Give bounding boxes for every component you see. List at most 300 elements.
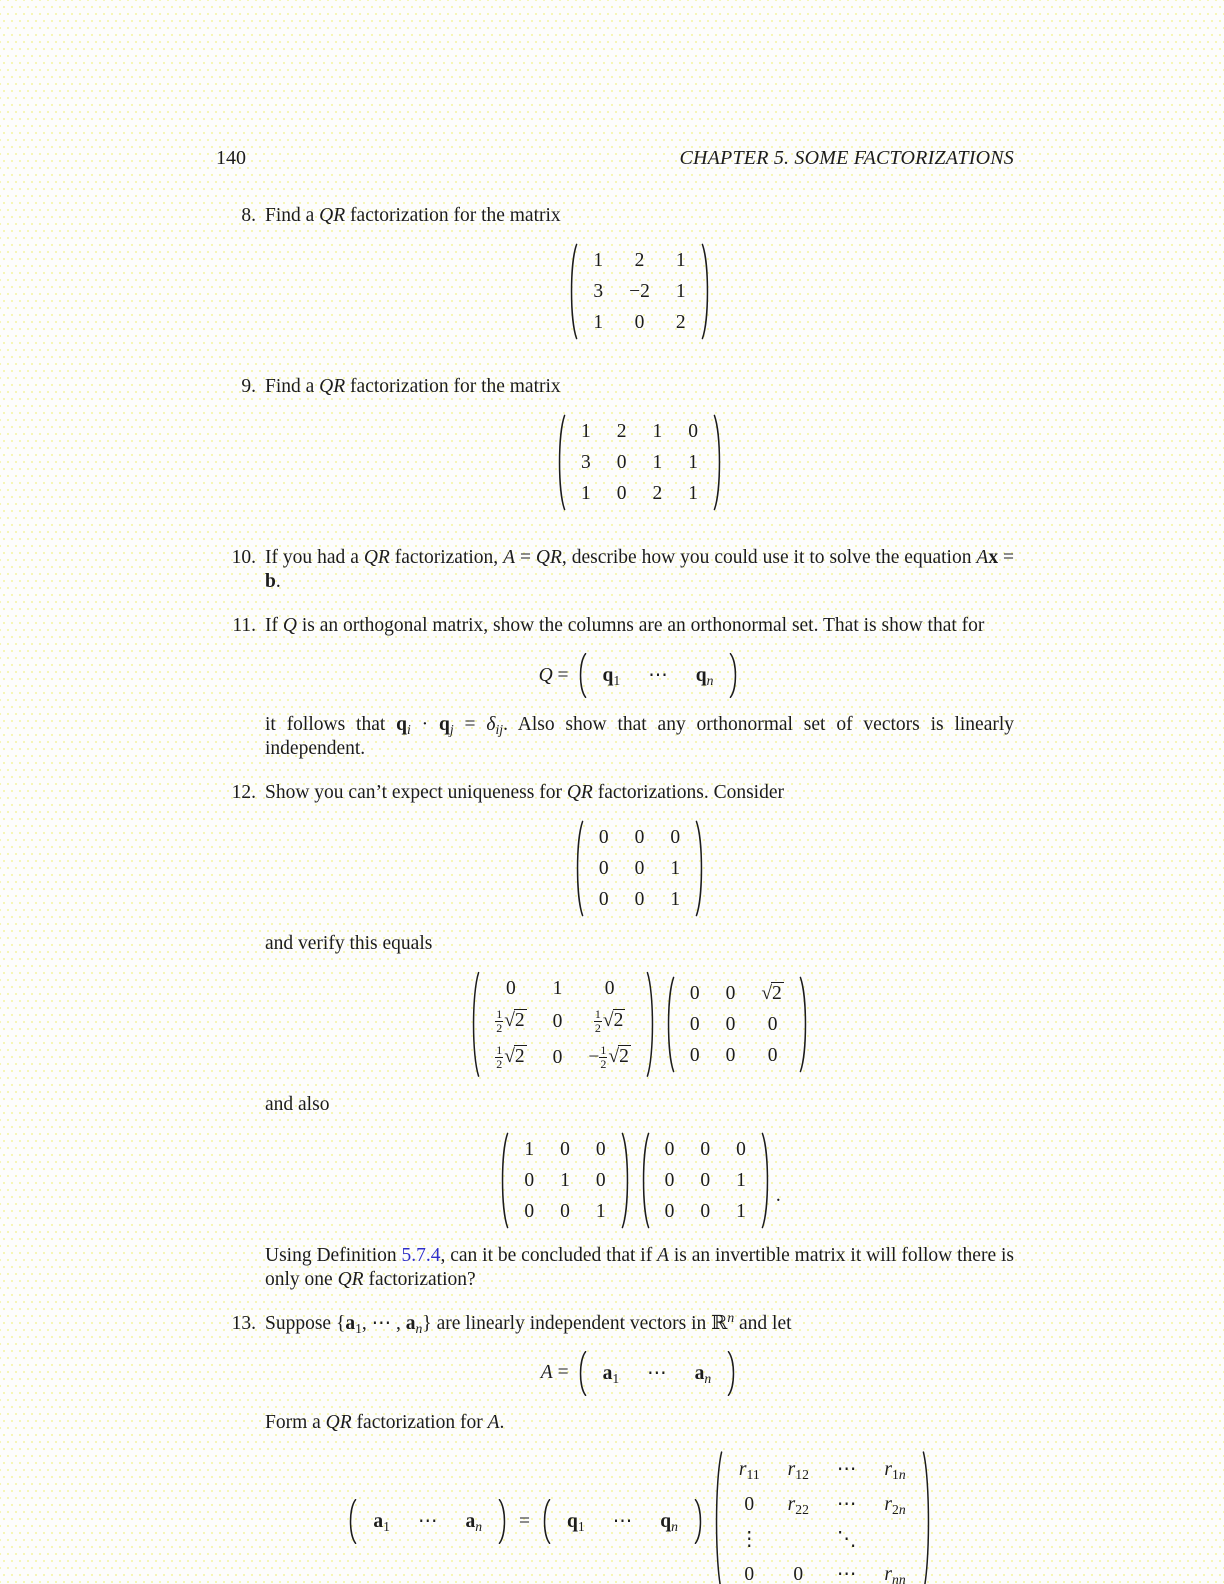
matrix-row bbox=[652, 1134, 759, 1165]
matrix-cell: 2 bbox=[634, 250, 645, 271]
text-seg: is an orthogonal matrix, show the columns are an orthonormal set. That is show that for bbox=[296, 615, 985, 636]
matrix-cell: 1 bbox=[670, 858, 681, 879]
matrix-body bbox=[589, 655, 728, 696]
problem-9-matrix bbox=[555, 416, 724, 509]
math-symbol: q bbox=[660, 1511, 672, 1533]
matrix-row bbox=[482, 973, 644, 1004]
problem-12-qr-product-1 bbox=[265, 973, 1014, 1076]
problem-11-equation bbox=[265, 655, 1014, 696]
page-number: 140 bbox=[216, 147, 246, 169]
a-column-vector bbox=[576, 1353, 739, 1394]
text-seg: = bbox=[552, 664, 569, 686]
matrix-cell bbox=[589, 1353, 634, 1394]
matrix-cell: ⋯ bbox=[836, 1563, 857, 1584]
matrix-cell: 0 bbox=[664, 1200, 675, 1222]
matrix-cell: 1 bbox=[593, 250, 604, 271]
text-seg: Find a bbox=[265, 376, 320, 397]
matrix-cell: 1 bbox=[688, 452, 698, 473]
right-paren bbox=[694, 1499, 705, 1544]
math-symbol: a bbox=[465, 1511, 476, 1533]
matrix-cell: 0 bbox=[560, 1138, 570, 1160]
matrix-row bbox=[586, 822, 693, 853]
matrix-cell: 0 bbox=[744, 1563, 755, 1584]
matrix-cell: 0 bbox=[700, 1138, 711, 1160]
subscript: n bbox=[475, 1519, 483, 1535]
problem-10-text bbox=[265, 546, 1014, 594]
matrix-cell: 0 bbox=[506, 978, 516, 999]
text-seg: QR bbox=[337, 1268, 364, 1290]
right-paren bbox=[695, 820, 706, 917]
problem-13-number: 13. bbox=[231, 1312, 256, 1334]
page-header bbox=[216, 146, 1014, 170]
matrix-cell: ⋯ bbox=[836, 1458, 857, 1480]
text-seg: If bbox=[265, 615, 283, 636]
left-paren bbox=[346, 1499, 357, 1544]
problem-12-text-intro bbox=[265, 781, 1014, 805]
matrix-cell: ⋯ bbox=[647, 1362, 667, 1384]
a-column-vector-lhs bbox=[346, 1501, 509, 1542]
text-seg: 1 bbox=[355, 1320, 362, 1336]
matrix-row bbox=[677, 978, 797, 1009]
math-symbol: r bbox=[884, 1563, 892, 1584]
subscript: nn bbox=[891, 1571, 906, 1584]
matrix-body bbox=[652, 1134, 759, 1227]
fraction bbox=[594, 1008, 602, 1036]
matrix-cell: 0 bbox=[616, 483, 627, 504]
right-paren bbox=[646, 971, 657, 1078]
equation-period: . bbox=[775, 1185, 781, 1207]
text-seg: b bbox=[265, 571, 276, 592]
fraction bbox=[495, 1044, 503, 1072]
matrix-cell: 1 bbox=[593, 312, 604, 333]
text-seg: ℝ bbox=[711, 1312, 728, 1334]
text-seg: factorization for bbox=[351, 1411, 488, 1433]
matrix-cell bbox=[681, 1353, 726, 1394]
problem-13-a-definition bbox=[265, 1353, 1014, 1394]
right-paren bbox=[701, 243, 712, 340]
text-seg: q bbox=[396, 714, 408, 735]
subscript: 22 bbox=[795, 1501, 809, 1517]
q-column-vector bbox=[576, 655, 741, 696]
sqrt-expression: √2 bbox=[504, 1046, 525, 1068]
q-column-vector-rhs bbox=[540, 1501, 705, 1542]
definition-ref-link[interactable]: 5.7.4 bbox=[401, 1244, 441, 1266]
matrix-cell: 0 bbox=[595, 1169, 606, 1191]
problem-9-number: 9. bbox=[241, 376, 256, 397]
text-seg: factorization for the matrix bbox=[345, 376, 561, 397]
problem-8-matrix bbox=[567, 245, 711, 338]
matrix-cell: 0 bbox=[670, 827, 681, 848]
problem-11-number: 11. bbox=[232, 615, 256, 636]
subscript: 11 bbox=[746, 1466, 760, 1482]
matrix-cell bbox=[482, 1004, 539, 1040]
matrix-cell: ⋯ bbox=[648, 665, 668, 686]
matrix-cell: 0 bbox=[598, 858, 609, 879]
matrix-cell: −2 bbox=[629, 281, 650, 302]
a-equals-label bbox=[541, 1361, 569, 1385]
problem-12-text-question bbox=[265, 1244, 1014, 1292]
text-seg: QR bbox=[535, 547, 562, 568]
math-symbol: q bbox=[567, 1511, 578, 1533]
fraction bbox=[599, 1044, 607, 1072]
matrix-row bbox=[568, 447, 711, 478]
matrix-cell: 2 bbox=[652, 483, 663, 504]
subscript: 1 bbox=[612, 1370, 620, 1386]
matrix-row bbox=[586, 853, 693, 884]
text-seg: Q bbox=[538, 664, 553, 686]
sqrt-radicand: 2 bbox=[514, 1046, 525, 1068]
text-seg: n bbox=[415, 1320, 423, 1336]
text-seg: If you had a bbox=[265, 547, 364, 568]
text-seg: Show you can’t expect uniqueness for bbox=[265, 782, 567, 803]
math-symbol: r bbox=[884, 1458, 892, 1480]
subscript: n bbox=[704, 1370, 712, 1386]
text-seg: and verify this equals bbox=[265, 933, 433, 954]
matrix-cell: 0 bbox=[634, 827, 645, 848]
subscript: 2n bbox=[891, 1501, 906, 1517]
matrix-row bbox=[568, 416, 711, 447]
text-seg: , ⋯ , bbox=[361, 1312, 406, 1334]
problem-13-final-equation bbox=[265, 1452, 1014, 1584]
text-seg: δ bbox=[486, 714, 496, 735]
matrix-row bbox=[359, 1501, 496, 1542]
text-seg: A bbox=[540, 1362, 553, 1384]
problem-10-body bbox=[265, 546, 1014, 594]
matrix-cell: 1 bbox=[675, 250, 686, 271]
matrix-cell: 0 bbox=[664, 1138, 675, 1160]
matrix-row bbox=[725, 1522, 920, 1557]
problem-8 bbox=[216, 204, 1014, 355]
matrix-cell: 0 bbox=[552, 1047, 563, 1069]
matrix-cell: 1 bbox=[652, 421, 663, 442]
left-paren bbox=[576, 653, 587, 698]
text-seg: QR bbox=[363, 547, 390, 568]
math-symbol: a bbox=[602, 1362, 613, 1384]
matrix-row bbox=[553, 1501, 692, 1542]
problem-13 bbox=[216, 1309, 1014, 1584]
matrix-cell bbox=[870, 1522, 919, 1557]
problem-12-r-matrix-2 bbox=[639, 1134, 772, 1227]
sqrt-radicand: 2 bbox=[772, 982, 782, 1004]
matrix-cell bbox=[725, 1452, 774, 1487]
math-symbol: r bbox=[738, 1458, 747, 1480]
matrix-cell: ⋯ bbox=[417, 1511, 438, 1533]
matrix-cell: 0 bbox=[767, 1013, 778, 1035]
text-seg: Find a bbox=[265, 205, 320, 226]
text-seg: q bbox=[439, 714, 450, 735]
problem-13-text-intro bbox=[265, 1309, 1014, 1336]
matrix-row bbox=[586, 884, 693, 915]
matrix-row bbox=[568, 478, 711, 509]
matrix-body bbox=[553, 1501, 692, 1542]
matrix-row bbox=[580, 245, 698, 276]
problem-9-body bbox=[265, 375, 1014, 526]
sqrt-expression: √2 bbox=[602, 1010, 624, 1032]
matrix-cell: 0 bbox=[700, 1200, 711, 1222]
sqrt-expression: √2 bbox=[761, 982, 782, 1004]
fraction-numerator: 1 bbox=[496, 1007, 503, 1021]
matrix-cell bbox=[870, 1452, 919, 1487]
matrix-cell: 0 bbox=[767, 1044, 778, 1066]
matrix-cell: 1 bbox=[652, 452, 663, 473]
problem-8-number: 8. bbox=[241, 205, 256, 226]
matrix-cell bbox=[774, 1522, 823, 1557]
matrix-cell: 1 bbox=[524, 1138, 535, 1160]
text-seg: and let bbox=[734, 1312, 792, 1334]
matrix-cell: 2 bbox=[675, 312, 686, 333]
matrix-row bbox=[580, 276, 698, 307]
text-seg: is an invertible matrix it will follow there is only one bbox=[265, 1244, 1014, 1290]
matrix-cell: 0 bbox=[689, 982, 700, 1004]
problem-8-text bbox=[265, 204, 1014, 228]
matrix-cell: 0 bbox=[524, 1200, 535, 1222]
matrix-row bbox=[482, 1040, 644, 1076]
q-equals-label bbox=[539, 664, 569, 688]
matrix-cell bbox=[748, 978, 796, 1009]
sqrt-radicand: 2 bbox=[514, 1010, 525, 1032]
matrix-body bbox=[586, 822, 693, 915]
matrix-row bbox=[725, 1487, 920, 1522]
text-seg: ij bbox=[495, 721, 504, 737]
text-seg: , can it be concluded that if bbox=[440, 1244, 658, 1266]
fraction bbox=[495, 1008, 503, 1036]
matrix-cell: 0 bbox=[560, 1200, 570, 1222]
matrix-cell: 1 bbox=[670, 889, 681, 910]
matrix-body bbox=[568, 416, 711, 509]
text-seg: QR bbox=[319, 205, 346, 226]
matrix-cell: 2 bbox=[616, 421, 627, 442]
right-paren bbox=[922, 1450, 933, 1584]
text-seg: Using Definition bbox=[265, 1244, 402, 1266]
right-paren bbox=[727, 1351, 738, 1396]
matrix-cell: 1 bbox=[688, 483, 698, 504]
matrix-cell bbox=[870, 1487, 919, 1522]
problem-12-r-matrix-1 bbox=[664, 978, 810, 1071]
text-seg: = bbox=[515, 547, 536, 568]
text-seg: Q bbox=[282, 615, 297, 636]
problem-12 bbox=[216, 781, 1014, 1292]
math-symbol: a bbox=[373, 1511, 384, 1533]
matrix-cell: 0 bbox=[634, 889, 645, 910]
fraction-denominator: 2 bbox=[496, 1057, 503, 1072]
problem-11 bbox=[216, 614, 1014, 761]
text-seg: A bbox=[976, 547, 989, 568]
matrix-cell bbox=[646, 1501, 692, 1542]
matrix-cell: 0 bbox=[595, 1138, 606, 1160]
text-seg: a bbox=[345, 1312, 356, 1334]
matrix-cell: 0 bbox=[524, 1169, 535, 1191]
problem-8-equation bbox=[265, 245, 1014, 338]
text-seg: . Also show that any orthonormal set of vectors is linearly independent. bbox=[265, 714, 1015, 759]
text-seg: QR bbox=[566, 782, 593, 803]
left-paren bbox=[567, 243, 578, 340]
matrix-row bbox=[725, 1452, 920, 1487]
text-seg: a bbox=[405, 1312, 416, 1334]
matrix-cell: ⋯ bbox=[836, 1493, 857, 1515]
matrix-body bbox=[359, 1501, 496, 1542]
text-seg: i bbox=[407, 721, 411, 737]
matrix-cell bbox=[553, 1501, 599, 1542]
fraction-denominator: 2 bbox=[594, 1021, 601, 1036]
matrix-cell: ⋮ bbox=[739, 1528, 760, 1550]
matrix-row bbox=[589, 1353, 726, 1394]
matrix-row bbox=[652, 1196, 759, 1227]
problem-12-q-matrix-2 bbox=[498, 1134, 631, 1227]
matrix-row bbox=[652, 1165, 759, 1196]
matrix-cell: 1 bbox=[595, 1200, 606, 1222]
text-seg: , describe how you could use it to solve the equation bbox=[561, 547, 977, 568]
fraction-numerator: 1 bbox=[594, 1007, 601, 1021]
text-seg: } are linearly independent vectors in bbox=[422, 1312, 712, 1334]
text-seg: Suppose { bbox=[265, 1312, 346, 1334]
left-paren bbox=[712, 1450, 723, 1584]
fraction-denominator: 2 bbox=[496, 1021, 503, 1036]
matrix-row bbox=[677, 1040, 797, 1071]
matrix-row bbox=[580, 307, 698, 338]
matrix-cell: 1 bbox=[581, 483, 591, 504]
matrix-row bbox=[511, 1165, 618, 1196]
matrix-row bbox=[677, 1009, 797, 1040]
left-paren bbox=[573, 820, 584, 917]
matrix-cell: 0 bbox=[744, 1493, 755, 1515]
chapter-header: CHAPTER 5. SOME FACTORIZATIONS bbox=[679, 147, 1014, 169]
matrix-cell: 1 bbox=[552, 978, 563, 999]
text-seg: it follows that bbox=[265, 714, 397, 735]
problem-12-text-also bbox=[265, 1093, 1014, 1117]
text-seg: QR bbox=[319, 376, 346, 397]
matrix-cell: − $\frac{1}{2}$ √2 bbox=[588, 1042, 629, 1072]
matrix-cell: 0 bbox=[689, 1044, 700, 1066]
right-paren bbox=[621, 1132, 632, 1229]
problem-12-qr-product-2 bbox=[265, 1134, 1014, 1227]
matrix-cell: 0 bbox=[604, 978, 615, 999]
matrix-row bbox=[725, 1557, 920, 1584]
upper-triangular-r-matrix bbox=[712, 1452, 933, 1584]
matrix-cell bbox=[774, 1487, 823, 1522]
left-paren bbox=[555, 414, 566, 511]
problem-11-text-followup bbox=[265, 713, 1014, 761]
matrix-cell: 0 bbox=[616, 452, 627, 473]
text-seg: A bbox=[503, 547, 516, 568]
text-seg: A bbox=[487, 1411, 500, 1433]
left-paren bbox=[664, 976, 675, 1073]
text-seg: = bbox=[998, 547, 1015, 568]
problem-10-number: 10. bbox=[231, 547, 256, 568]
sqrt-expression: √2 bbox=[608, 1046, 629, 1068]
matrix-row bbox=[589, 655, 728, 696]
problem-9-equation bbox=[265, 416, 1014, 509]
matrix-cell: 1 bbox=[736, 1200, 746, 1222]
problem-12-number: 12. bbox=[231, 782, 256, 803]
left-paren bbox=[498, 1132, 509, 1229]
matrix-cell: 0 bbox=[598, 827, 609, 848]
matrix-cell: 0 bbox=[725, 982, 736, 1004]
subscript: 1 bbox=[383, 1519, 390, 1535]
text-seg: = bbox=[552, 1362, 569, 1384]
matrix-cell bbox=[482, 1040, 539, 1076]
problem-13-text-form bbox=[265, 1411, 1014, 1435]
text-seg: j bbox=[449, 721, 454, 737]
matrix-cell bbox=[870, 1557, 919, 1584]
matrix-cell bbox=[774, 1452, 823, 1487]
matrix-body bbox=[580, 245, 698, 338]
problem-10 bbox=[216, 546, 1014, 594]
matrix-cell: 1 bbox=[736, 1169, 746, 1191]
left-paren bbox=[540, 1499, 551, 1544]
left-paren bbox=[576, 1351, 587, 1396]
matrix-cell bbox=[359, 1501, 404, 1542]
equals-sign: = bbox=[519, 1510, 531, 1532]
matrix-cell bbox=[682, 655, 728, 696]
math-symbol: a bbox=[694, 1362, 705, 1384]
matrix-row bbox=[511, 1134, 618, 1165]
subscript: n bbox=[706, 672, 714, 688]
matrix-cell: 0 bbox=[725, 1044, 736, 1066]
matrix-cell: 3 bbox=[581, 452, 591, 473]
text-seg: n bbox=[727, 1309, 735, 1325]
problem-11-text-intro bbox=[265, 614, 1014, 638]
matrix-cell bbox=[451, 1501, 496, 1542]
matrix-cell: ⋯ bbox=[612, 1511, 633, 1533]
matrix-row bbox=[511, 1196, 618, 1227]
math-symbol: r bbox=[884, 1493, 892, 1515]
matrix-cell: 0 bbox=[634, 858, 645, 879]
math-symbol: r bbox=[787, 1458, 796, 1480]
text-seg: x bbox=[988, 547, 999, 568]
right-paren bbox=[713, 414, 724, 511]
text-seg: · bbox=[410, 714, 440, 735]
matrix-cell: 0 bbox=[552, 1011, 563, 1033]
sqrt-radicand: 2 bbox=[619, 1046, 629, 1068]
subscript: 1 bbox=[613, 672, 621, 688]
matrix-cell: 0 bbox=[700, 1169, 711, 1191]
matrix-cell: 0 bbox=[598, 889, 609, 910]
fraction-numerator: 1 bbox=[496, 1042, 503, 1057]
matrix-cell: 1 bbox=[560, 1169, 570, 1191]
right-paren bbox=[761, 1132, 772, 1229]
math-symbol: r bbox=[787, 1493, 796, 1515]
problem-12-matrix-a-equation bbox=[265, 822, 1014, 915]
right-paren bbox=[799, 976, 810, 1073]
sqrt-expression: √2 bbox=[504, 1010, 525, 1032]
matrix-cell: 0 bbox=[689, 1013, 700, 1035]
text-seg: A bbox=[657, 1244, 670, 1266]
text-seg: Form a bbox=[265, 1411, 326, 1433]
matrix-cell: 0 bbox=[725, 1013, 736, 1035]
problem-9 bbox=[216, 375, 1014, 526]
text-seg: factorization? bbox=[363, 1268, 476, 1290]
text-seg: QR bbox=[325, 1411, 352, 1433]
fraction-numerator: 1 bbox=[600, 1042, 607, 1057]
right-paren bbox=[498, 1499, 509, 1544]
problem-12-matrix-a bbox=[573, 822, 706, 915]
matrix-cell: 0 bbox=[793, 1563, 804, 1584]
matrix-cell: 1 bbox=[675, 281, 686, 302]
matrix-cell: ⋱ bbox=[836, 1528, 857, 1550]
matrix-body bbox=[511, 1134, 618, 1227]
subscript: 12 bbox=[795, 1466, 809, 1482]
problem-12-q-matrix-1 bbox=[469, 973, 657, 1076]
text-seg: . bbox=[275, 571, 281, 592]
left-paren bbox=[639, 1132, 650, 1229]
matrix-cell: 0 bbox=[634, 312, 645, 333]
matrix-cell: 1 bbox=[581, 421, 591, 442]
subscript: n bbox=[671, 1519, 678, 1535]
matrix-cell: 0 bbox=[688, 421, 698, 442]
exercise-list bbox=[216, 204, 1014, 1584]
problem-8-body bbox=[265, 204, 1014, 355]
problem-13-body bbox=[265, 1309, 1014, 1584]
